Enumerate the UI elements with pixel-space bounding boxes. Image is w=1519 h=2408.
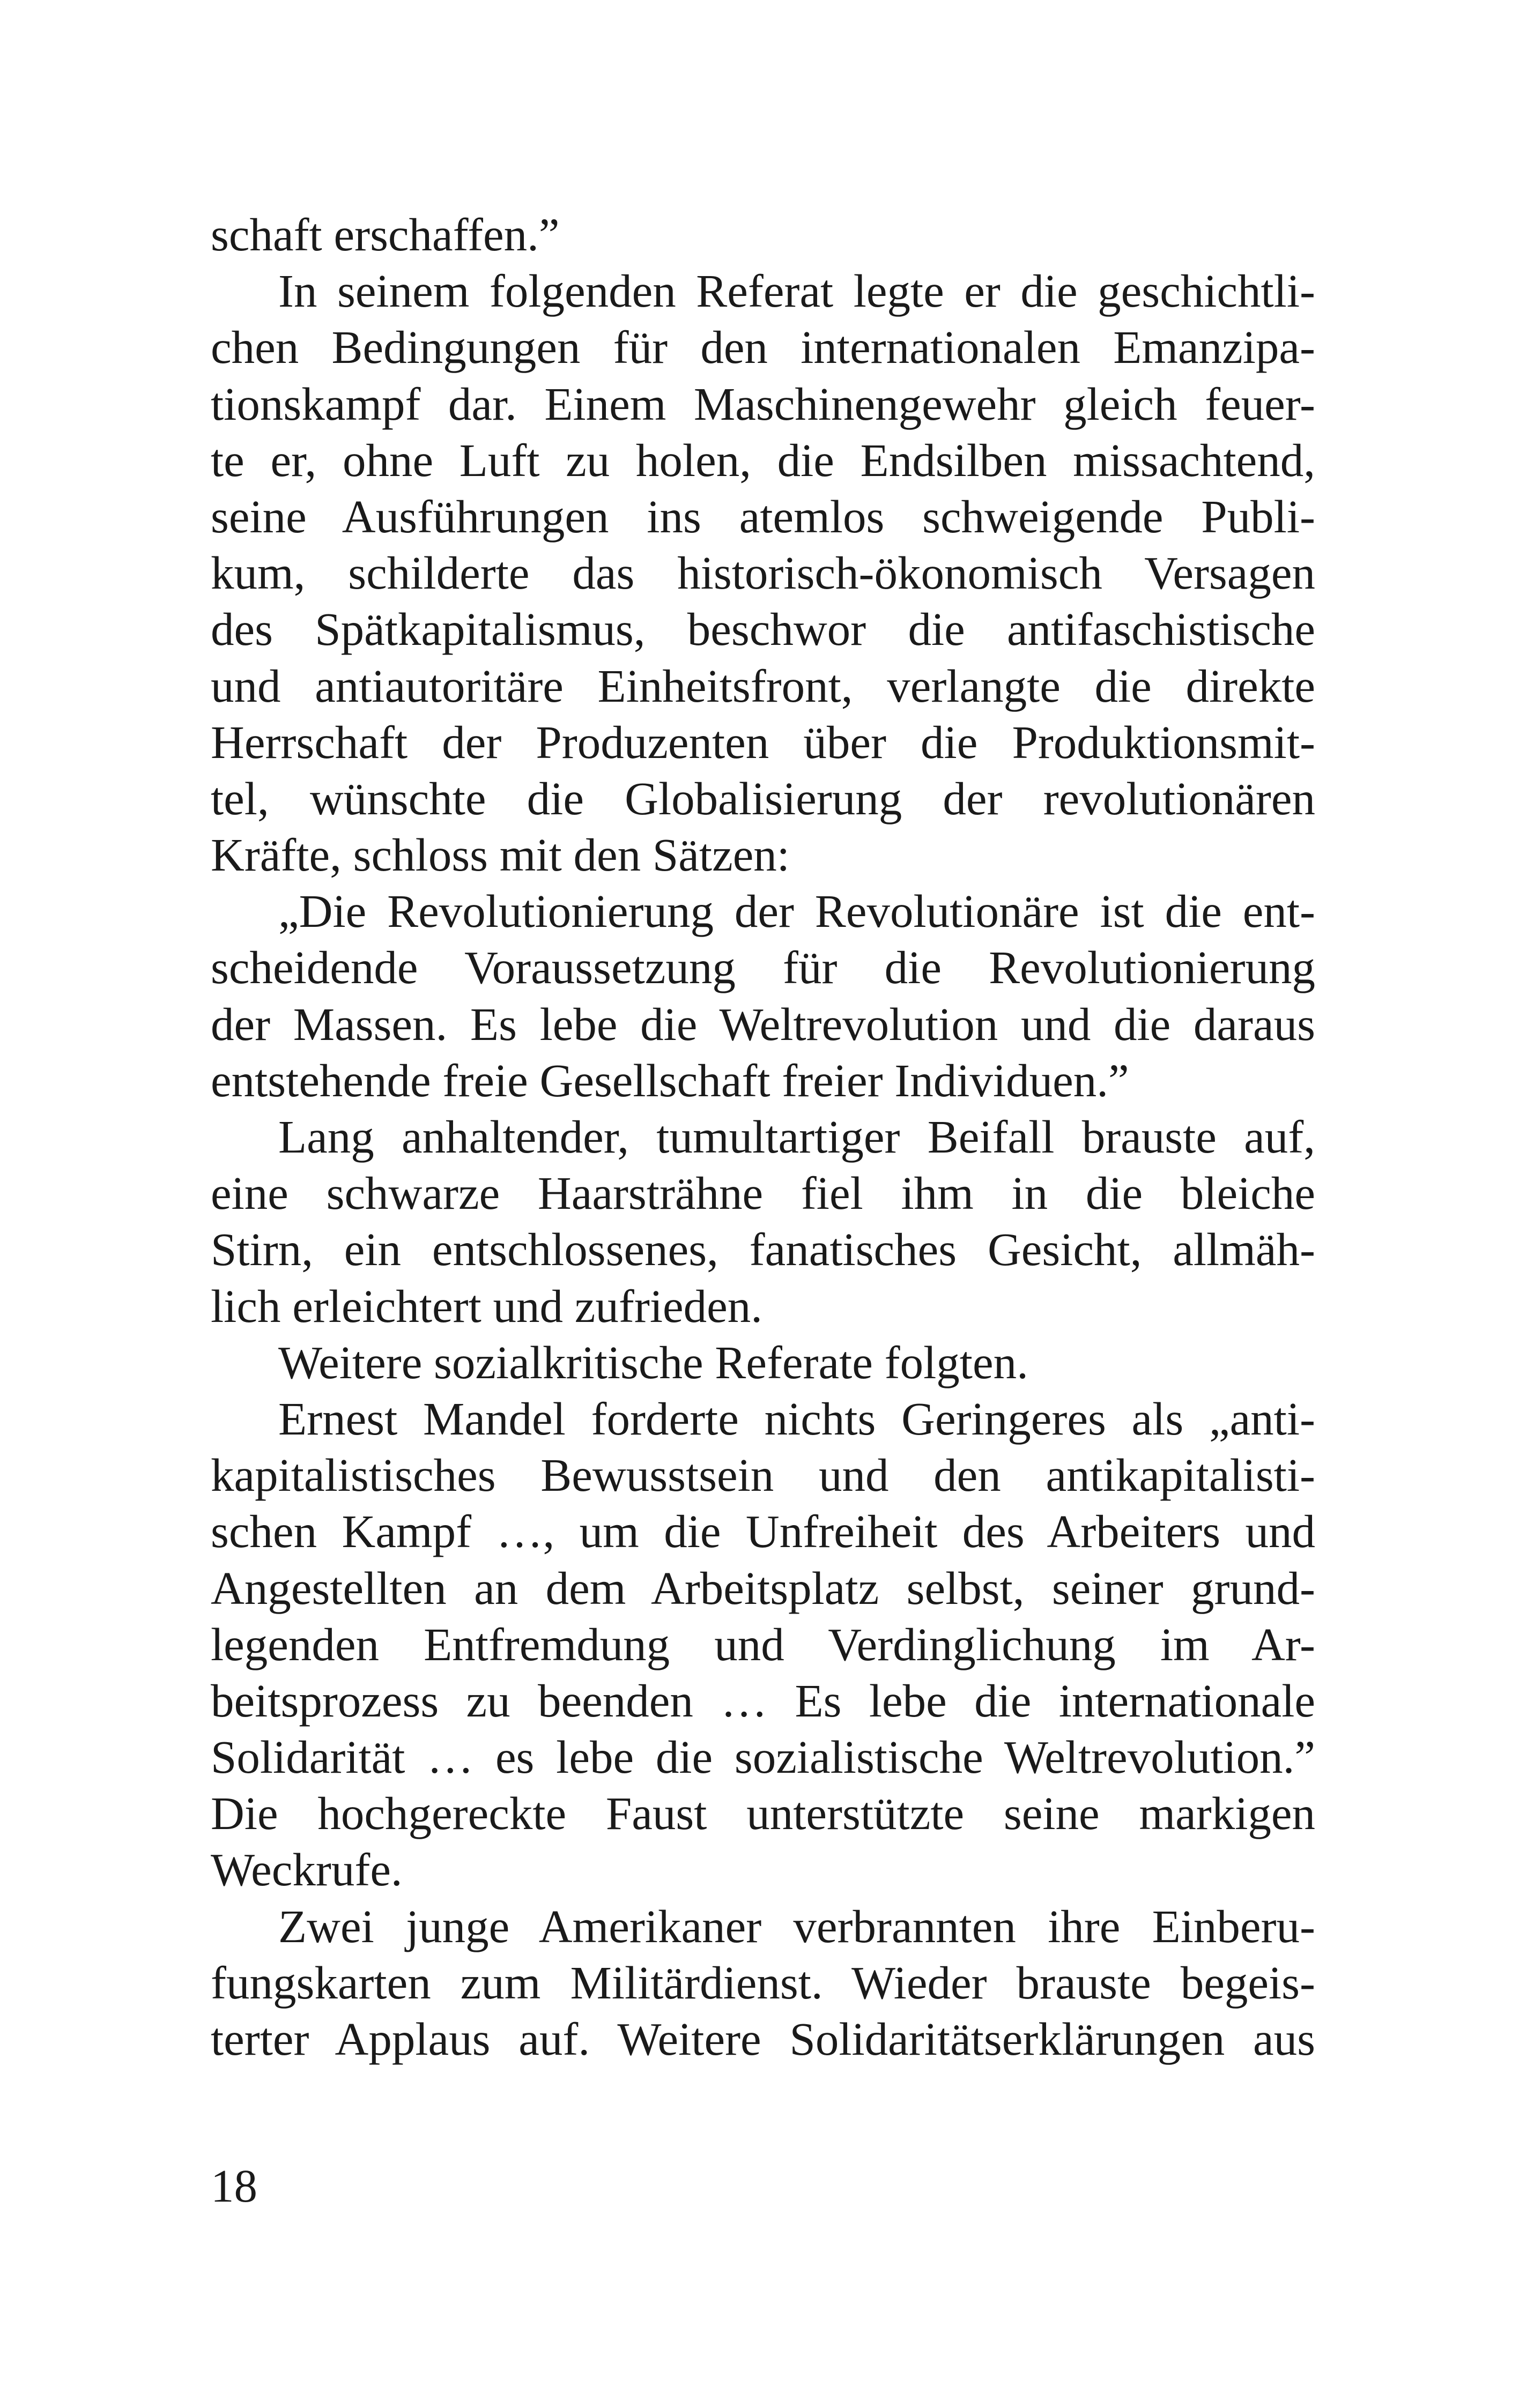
text-line: In seinem folgenden Referat legte er die geschichtli- <box>278 265 1315 317</box>
text-line: entstehende freie Gesellschaft freier Individuen.” <box>211 1054 1129 1106</box>
text-line: lich erleichtert und zufrieden. <box>211 1280 763 1332</box>
text-line: kapitalistisches Bewusstsein und den antikapitalisti- <box>211 1449 1315 1502</box>
text-line: Weckrufe. <box>211 1844 403 1896</box>
text-line: scheidende Voraussetzung für die Revolutionierung <box>211 941 1315 994</box>
text-line: Lang anhaltender, tumultartiger Beifall brauste auf, <box>278 1111 1315 1163</box>
text-line: te er, ohne Luft zu holen, die Endsilben missachtend, <box>211 434 1315 486</box>
text-line: chen Bedingungen für den internationalen Emanzipa- <box>211 321 1315 374</box>
text-line: tel, wünschte die Globalisierung der revolutionären <box>211 772 1315 824</box>
text-line: Weitere sozialkritische Referate folgten. <box>278 1336 1028 1388</box>
text-line: Solidarität … es lebe die sozialistische Weltrevolution.” <box>211 1731 1315 1783</box>
text-line: terter Applaus auf. Weitere Solidaritätserklärungen aus <box>211 2013 1315 2065</box>
text-line: „Die Revolutionierung der Revolutionäre ist die ent- <box>278 885 1315 938</box>
text-line: Ernest Mandel forderte nichts Geringeres als „anti- <box>278 1392 1315 1445</box>
text-line: fungskarten zum Militärdienst. Wieder brauste begeis- <box>211 1956 1315 2009</box>
text-line: seine Ausführungen ins atemlos schweigende Publi- <box>211 490 1315 542</box>
page-number: 18 <box>211 2160 257 2212</box>
text-line: schen Kampf …, um die Unfreiheit des Arbeiters und <box>211 1505 1315 1558</box>
text-line: Angestellten an dem Arbeitsplatz selbst, seiner grund- <box>211 1562 1315 1614</box>
text-line: der Massen. Es lebe die Weltrevolution und die daraus <box>211 998 1315 1050</box>
text-line: legenden Entfremdung und Verdinglichung im Ar- <box>211 1618 1315 1670</box>
text-line: Stirn, ein entschlossenes, fanatisches Gesicht, allmäh- <box>211 1223 1315 1276</box>
text-line: des Spätkapitalismus, beschwor die antifaschistische <box>211 603 1315 656</box>
body-text <box>211 206 1315 2067</box>
text-line: eine schwarze Haarsträhne fiel ihm in die bleiche <box>211 1167 1315 1220</box>
text-line: Kräfte, schloss mit den Sätzen: <box>211 829 790 881</box>
text-line: Die hochgereckte Faust unterstützte seine markigen <box>211 1787 1315 1840</box>
text-line: kum, schilderte das historisch-ökonomisch Versagen <box>211 547 1315 599</box>
text-line: beitsprozess zu beenden … Es lebe die internationale <box>211 1674 1315 1727</box>
text-line: Herrschaft der Produzenten über die Produktionsmit- <box>211 716 1315 768</box>
text-line: und antiautoritäre Einheitsfront, verlangte die direkte <box>211 659 1315 712</box>
text-line: Zwei junge Amerikaner verbrannten ihre Einberu- <box>278 1900 1315 1952</box>
text-line: schaft erschaffen.” <box>211 209 560 261</box>
text-line: tionskampf dar. Einem Maschinengewehr gleich feuer- <box>211 377 1315 430</box>
